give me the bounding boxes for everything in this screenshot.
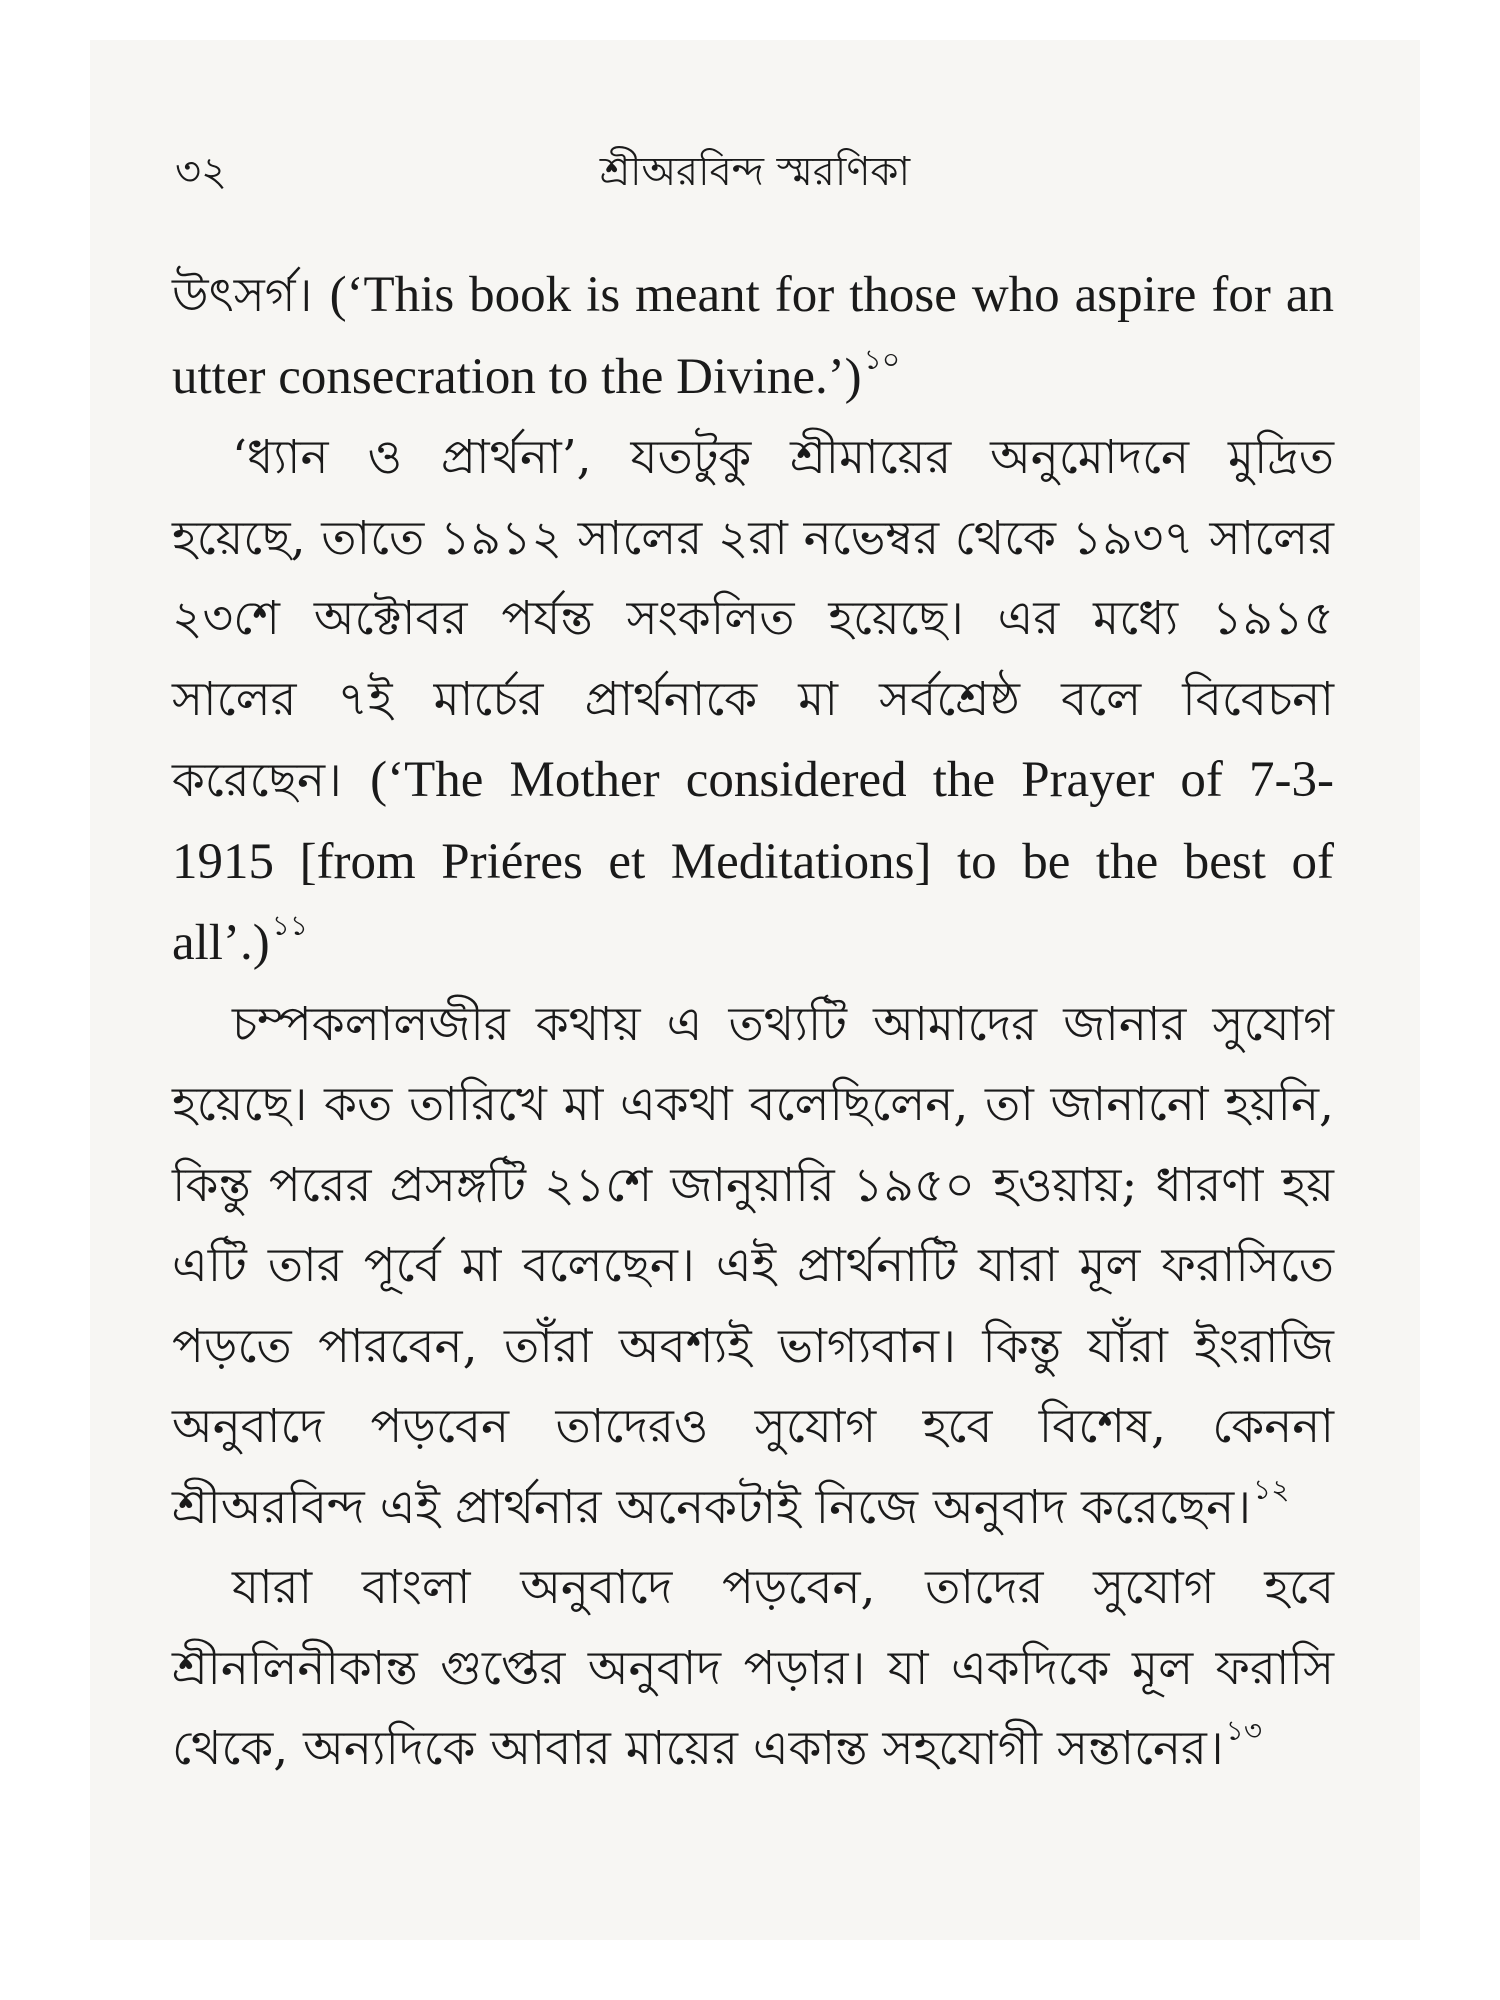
- paragraph-champaklal: [172, 985, 1334, 1549]
- page-header: [175, 140, 1335, 200]
- paragraph-bengali-translation: [172, 1548, 1334, 1790]
- bengali-text: ‘ধ্যান ও প্রার্থনা’, যতটুকু শ্রীমায়ের অনুমোদনে মুদ্রিত হয়েছে, তাতে ১৯১২ সালের ২রা নভেম্বর থেকে ১৯৩৭ সালের ২৩শে অক্টোবর পর্যন্ত সংকলিত হয়েছে। এর মধ্যে ১৯১৫ সালের ৭ই মার্চের প্রার্থনাকে মা সর্বশ্রেষ্ঠ বলে বিবেচনা করেছেন।: [172, 430, 1334, 808]
- bengali-text: উৎসর্গ।: [172, 268, 330, 323]
- footnote-marker: ১১: [271, 909, 309, 942]
- paragraph-prayers: [172, 418, 1334, 985]
- running-title: শ্রীঅরবিন্দ স্মরণিকা: [599, 149, 911, 195]
- page-body: [172, 255, 1334, 1790]
- page-number: ৩২: [175, 149, 228, 195]
- bengali-text: যারা বাংলা অনুবাদে পড়বেন, তাদের সুযোগ হবে শ্রীনলিনীকান্ত গুপ্তের অনুবাদ পড়ার। যা একদিকে মূল ফরাসি থেকে, অন্যদিকে আবার মায়ের একান্ত সহযোগী সন্তানের।: [172, 1560, 1334, 1776]
- bengali-text: চম্পকলালজীর কথায় এ তথ্যটি আমাদের জানার সুযোগ হয়েছে। কত তারিখে মা একথা বলেছিলেন, তা জানানো হয়নি, কিন্তু পরের প্রসঙ্গটি ২১শে জানুয়ারি ১৯৫০ হওয়ায়; ধারণা হয় এটি তার পূর্বে মা বলেছেন। এই প্রার্থনাটি যারা মূল ফরাসিতে পড়তে পারবেন, তাঁরা অবশ্যই ভাগ্যবান। কিন্তু যাঁরা ইংরাজি অনুবাদে পড়বেন তাদেরও সুযোগ হবে বিশেষ, কেননা শ্রীঅরবিন্দ এই প্রার্থনার অনেকটাই নিজে অনুবাদ করেছেন।: [172, 996, 1334, 1535]
- english-quote: (‘The Mother considered the Prayer of 7-3-1915 [from Priéres et Meditations] to be the best of all’.): [172, 752, 1334, 971]
- paragraph-dedication: [172, 255, 1334, 418]
- footnote-marker: ১০: [863, 342, 901, 376]
- footnote-marker: ১২: [1253, 1472, 1290, 1506]
- english-quote: (‘This book is meant for those who aspire for an utter consecration to the Divine.’): [172, 267, 1334, 405]
- footnote-marker: ১৩: [1225, 1714, 1263, 1747]
